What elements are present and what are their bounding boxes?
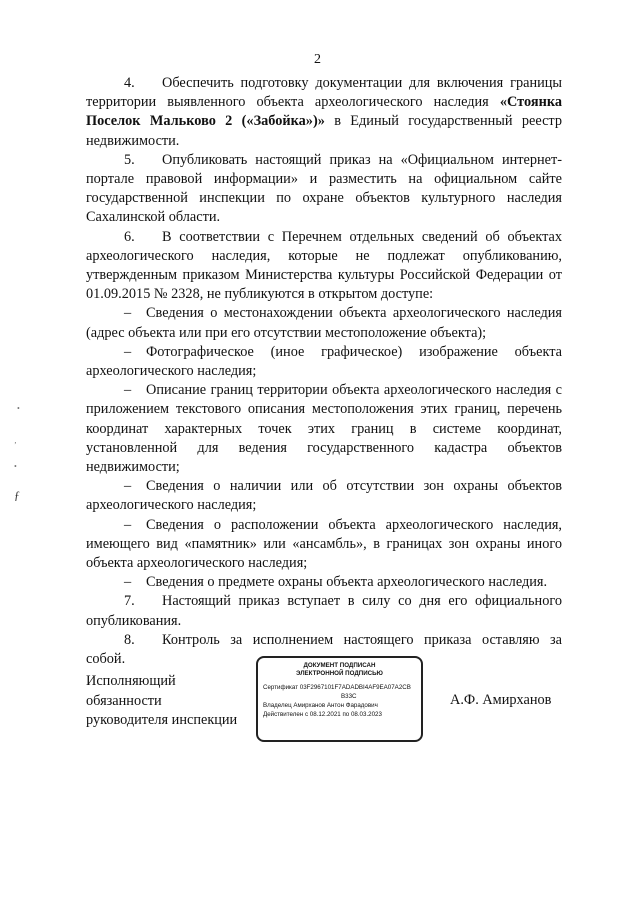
bullet-text: Сведения о расположении объекта археологического наследия, имеющего вид «памятник» или «ансамбль», в границах зон охраны иного объекта археологического наследия; <box>86 516 562 572</box>
bullet-dash: – <box>124 343 132 360</box>
bullet-dash: – <box>124 478 132 495</box>
item-number: 6. <box>124 228 135 245</box>
bullet-text: Фотографическое (иное графическое) изображение объекта археологического наследия; <box>86 343 562 380</box>
item-4 <box>86 74 562 151</box>
bullet-text: Сведения о местонахождении объекта археологического наследия (адрес объекта или при его отсутствии местоположение объекта); <box>86 305 562 341</box>
signatory-position <box>86 672 237 731</box>
stamp-certificate: B33C <box>341 693 357 700</box>
scan-mark: ƒ <box>14 488 20 502</box>
object-name: «Стоянка Поселок Мальково 2 («Забойка»)» <box>86 94 562 130</box>
bullet-text: Сведения о наличии или об отсутствии зон охраны объектов археологического наследия; <box>86 478 562 514</box>
item-7 <box>86 592 562 630</box>
position-line: Исполняющий <box>86 673 176 689</box>
bullet-dash: – <box>124 516 132 533</box>
bullet-dash: – <box>124 574 132 591</box>
item-number: 8. <box>124 631 135 648</box>
bullet-text: Сведения о предмете охраны объекта археологического наследия. <box>146 574 548 591</box>
item-text: Обеспечить подготовку документации для включения границы территории выявленного объекта археологического наследия <box>86 75 562 111</box>
position-line: руководителя инспекции <box>86 712 238 729</box>
item-number: 4. <box>124 75 135 91</box>
electronic-signature-stamp <box>256 656 423 742</box>
page-number: 2 <box>314 52 321 67</box>
item-number: 7. <box>124 593 135 610</box>
scan-mark: • <box>17 404 20 413</box>
bullet-4 <box>86 477 562 515</box>
item-text: Настоящий приказ вступает в силу со дня его официального опубликования. <box>86 593 562 629</box>
bullet-text: Описание границ территории объекта археологического наследия с приложением текстового описания местоположения этих границ, перечень координат характерных точек этих границ в системе координат, установленной для ведения государственного кадастра объектов недвижимости; <box>86 382 562 476</box>
stamp-title: ДОКУМЕНТ ПОДПИСАН <box>303 662 376 669</box>
document-body <box>86 74 562 669</box>
bullet-dash: – <box>124 305 132 322</box>
bullet-dash: – <box>124 382 132 399</box>
item-text: Контроль за исполнением настоящего приказа оставляю за собой. <box>86 631 562 668</box>
item-text: В соответствии с Перечнем отдельных сведений об объектах археологического наследия, которые не подлежат опубликованию, утвержденным приказом Министерства культуры Российской Федерации от 01.09.2015 № 2328, не публикуются в открытом доступе: <box>86 228 562 303</box>
scan-mark: ‚ <box>14 436 17 445</box>
bullet-1 <box>86 304 562 342</box>
stamp-title: ЭЛЕКТРОННОЙ ПОДПИСЬЮ <box>296 670 383 677</box>
item-number: 5. <box>124 151 135 168</box>
bullet-6 <box>86 573 562 592</box>
position-line: обязанности <box>86 692 162 709</box>
scan-mark: • <box>14 462 17 471</box>
signer-name: А.Ф. Амирханов <box>450 692 552 708</box>
item-5 <box>86 151 562 228</box>
item-6 <box>86 228 562 305</box>
stamp-certificate: Сертификат 03F2967101F7ADADBI4AF9EA07A2CB <box>263 684 411 691</box>
stamp-owner: Владелец Амирханов Антон Фарадович <box>263 702 378 709</box>
bullet-2 <box>86 343 562 381</box>
item-text: в Единый государственный реестр недвижимости. <box>86 113 562 149</box>
bullet-3 <box>86 381 562 477</box>
stamp-validity: Действителен с 08.12.2021 по 08.03.2023 <box>263 711 382 718</box>
bullet-5 <box>86 516 562 574</box>
item-text: Опубликовать настоящий приказ на «Официальном интернет-портале правовой информации» и разместить на официальном сайте государственной инспекции по охране объектов культурного наследия Сахалинской области. <box>86 151 562 226</box>
